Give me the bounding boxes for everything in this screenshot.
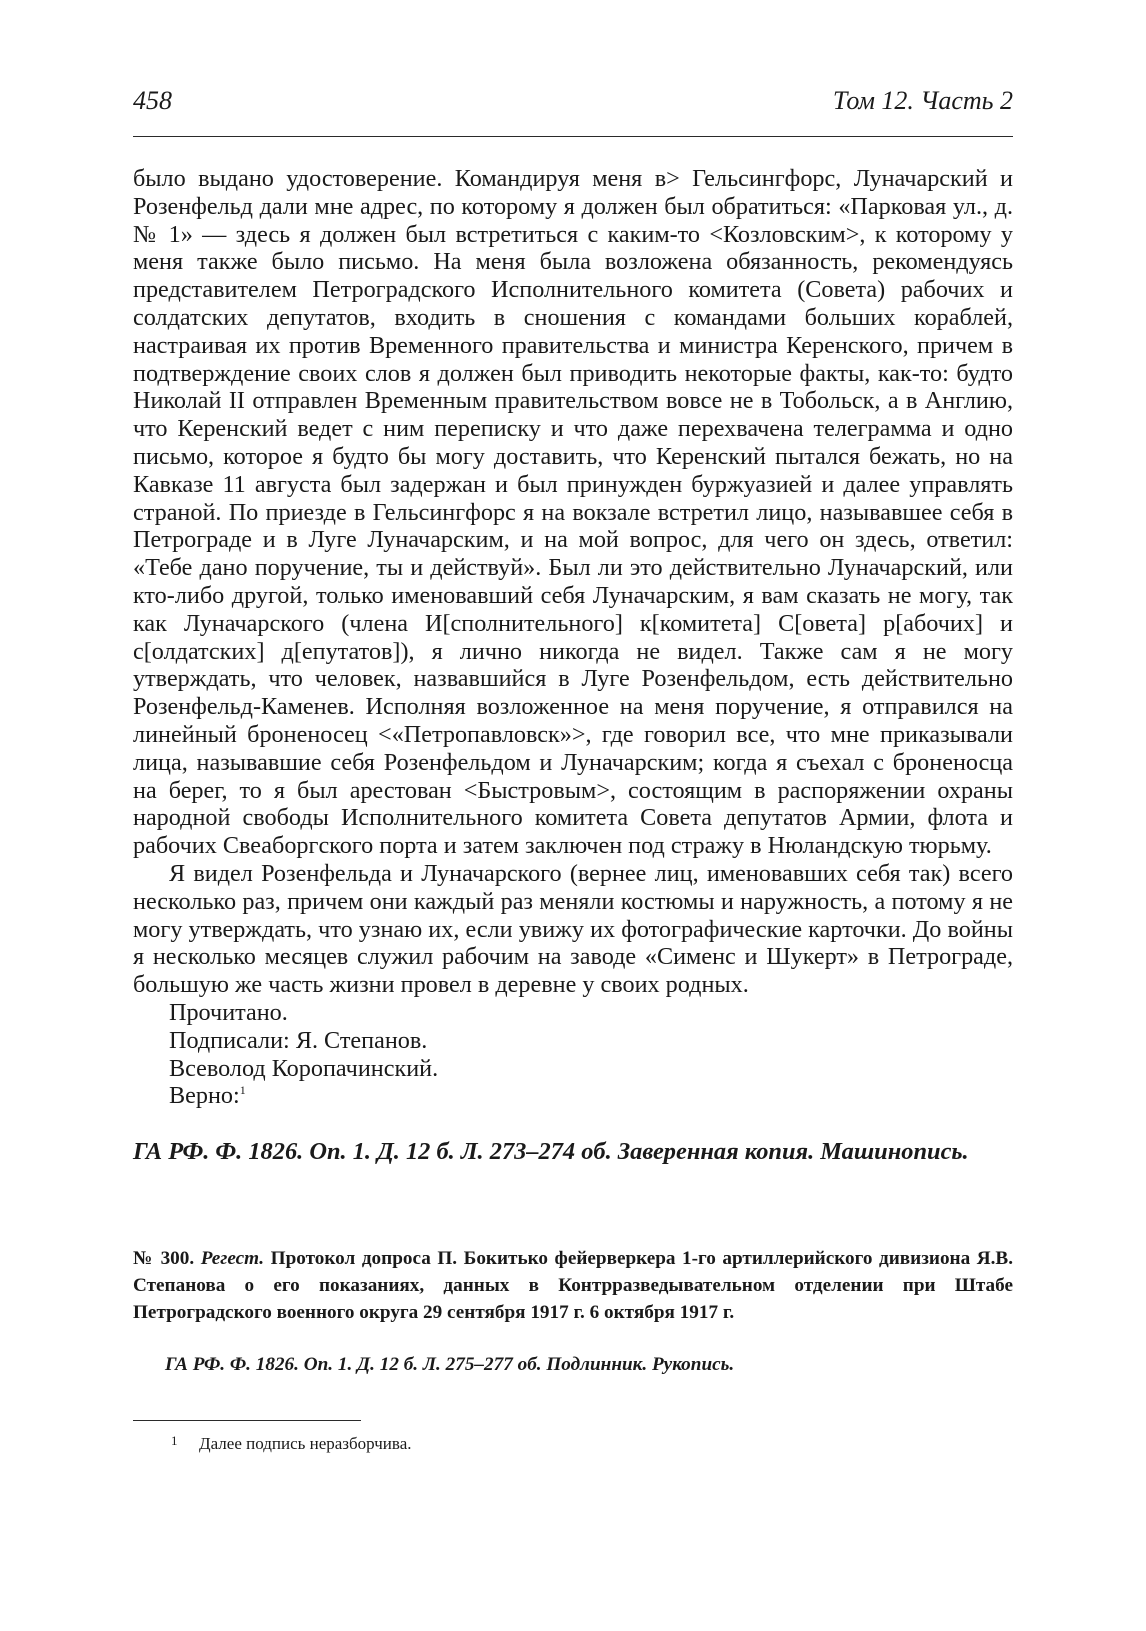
verified-line	[133, 1082, 1013, 1110]
document-body	[133, 165, 1013, 1110]
footnote-text: Далее подпись неразборчива.	[199, 1434, 412, 1453]
archive-reference: ГА РФ. Ф. 1826. Оп. 1. Д. 12 б. Л. 273–274 об. Заверенная копия. Машинопись.	[133, 1138, 969, 1165]
running-head	[133, 86, 1013, 126]
regest-label: Регест.	[200, 1248, 265, 1269]
signed-line: Подписали: Я. Степанов.	[169, 1026, 428, 1054]
document-300-heading	[133, 1245, 1013, 1326]
document-number: № 300.	[133, 1248, 195, 1269]
footnote-rule	[133, 1420, 361, 1421]
document-300-archive-reference: ГА РФ. Ф. 1826. Оп. 1. Д. 12 б. Л. 275–277 об. Подлинник. Рукопись.	[165, 1354, 735, 1375]
paragraph-identification: Я видел Розенфельда и Луначарского (вернее лиц, именовавших себя так) всего несколько раз, причем они каждый раз меняли костюмы и наружность, а потому я не могу утверждать, что узнаю их, если увижу их фотографические карточки. До войны я несколько месяцев служил рабочим на заводе «Сименс и Шукерт» в Петрограде, большую же часть жизни провел в деревне у своих родных.	[133, 859, 1013, 999]
read-line: Прочитано.	[169, 998, 288, 1026]
signed-line-2: Всеволод Коропачинский.	[169, 1054, 439, 1082]
footnote-mark: 1	[171, 1433, 178, 1448]
paragraph-testimony: было выдано удостоверение. Командируя меня в> Гельсингфорс, Луначарский и Розенфельд дали мне адрес, по которому я должен был обратиться: «Парковая ул., д. № 1» — здесь я должен был встретиться с каким-то <Козловским>, к которому у меня также было письмо. На меня была возложена обязанность, рекомендуясь представителем Петроградского Исполнительного комитета (Совета) рабочих и солдатских депутатов, входить в сношения с командами больших кораблей, настраивая их против Временного правительства и министра Керенского, причем в подтверждение своих слов я должен был приводить некоторые факты, как-то: будто Николай II отправлен Временным правительством вовсе не в Тобольск, а в Англию, что Керенский ведет с ним переписку и что даже перехвачена телеграмма и одно письмо, которое я будто бы могу доставить, что Керенский пытался бежать, но на Кавказе 11 августа был задержан и был принужден буржуазией и далее управлять страной. По приезде в Гельсингфорс я на вокзале встретил лицо, называвшее себя в Петрограде и в Луге Луначарским, и на мой вопрос, для чего он здесь, ответил: «Тебе дано поручение, ты и действуй». Был ли это действительно Луначарский, или кто-либо другой, только именовавший себя Луначарским, я вам сказать не могу, так как Луначарского (члена И[сполнительного] к[комитета] С[овета] р[абочих] и с[олдатских] д[епутатов]), я лично никогда не видел. Также сам я не могу утверждать, что человек, назвавшийся в Луге Розенфельдом, есть действительно Розенфельд-Каменев. Исполняя возложенное на меня поручение, я отправился на линейный броненосец <«Петропавловск»>, где говорил все, что мне приказывали лица, называвшие себя Розенфельдом и Луначарским; когда я съехал с броненосца на берег, то я был арестован <Быстровым>, состоящим в распоряжении охраны народной свободы Исполнительного комитета Совета депутатов Армии, флота и рабочих Свеаборгского порта и затем заключен под стражу в Нюландскую тюрьму.	[133, 165, 1013, 860]
header-rule	[133, 136, 1013, 137]
document-title: Протокол допроса П. Бокитько фейерверкера 1-го артиллерийского дивизиона Я.В. Степанова о его показаниях, данных в Контрразведывательном отделении при Штабе Петроградского военного округа 29 сентября 1917 г. 6 октября 1917 г.	[133, 1248, 1014, 1323]
volume-title: Том 12. Часть 2	[832, 86, 1013, 115]
page-number: 458	[133, 86, 172, 115]
verified-label: Верно:	[169, 1082, 240, 1110]
footnote-reference: 1	[239, 1083, 246, 1098]
